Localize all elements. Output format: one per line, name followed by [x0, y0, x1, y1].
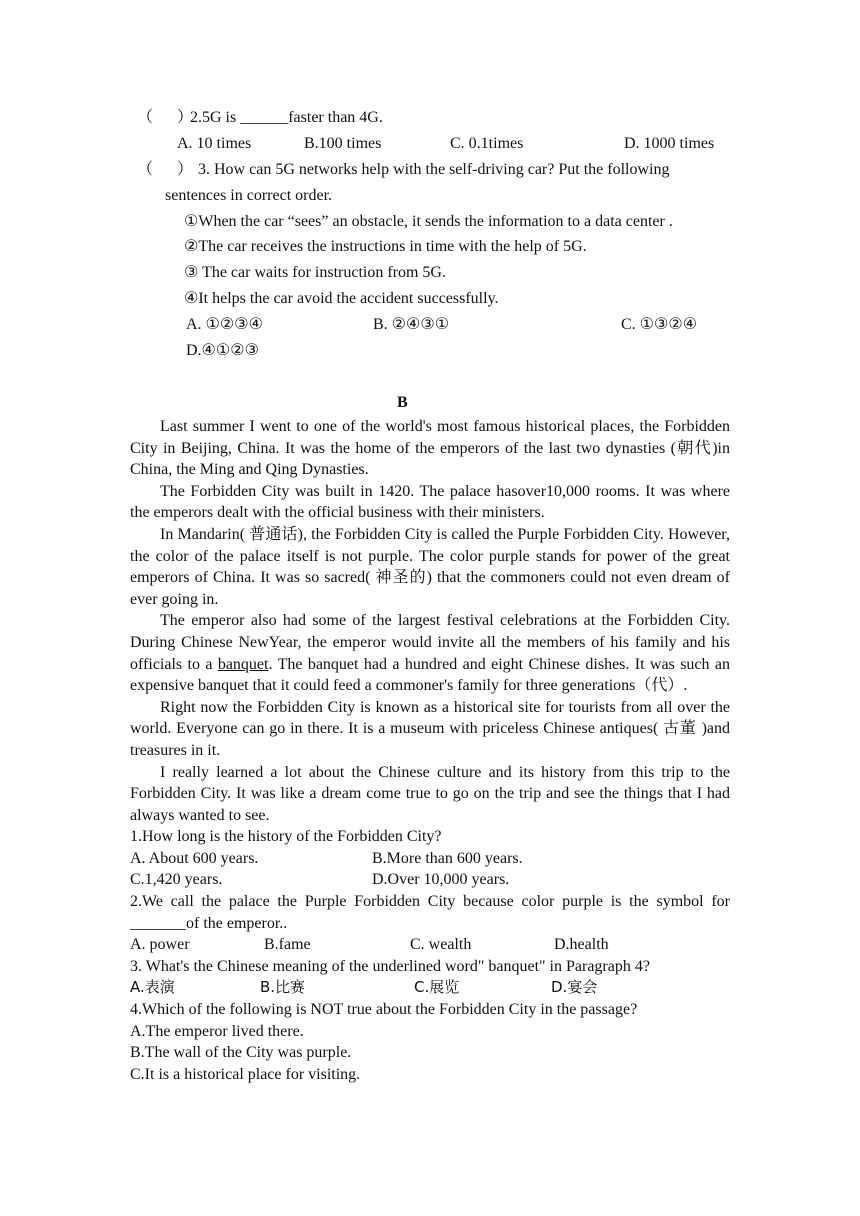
option-b: B.The wall of the City was purple.	[130, 1044, 352, 1062]
options-row	[130, 977, 730, 999]
question-stem: 4.Which of the following is NOT true about the Forbidden City in the passage?	[130, 1001, 638, 1019]
options-row	[130, 869, 730, 891]
passage-paragraph: The Forbidden City was built in 1420. The palace hasover10,000 rooms. It was where the emperors dealt with the official business with their ministers.	[130, 482, 730, 522]
option-c: C.展览	[414, 978, 460, 997]
option-d: D.Over 10,000 years.	[372, 871, 510, 889]
question-stem: 2.5G is ______faster than 4G.	[190, 109, 383, 126]
option-d: D.④①②③	[186, 342, 259, 359]
option-a: A.表演	[130, 978, 175, 997]
answer-bracket: （ ）	[137, 109, 194, 126]
passage-paragraph: Right now the Forbidden City is known as a historical site for tourists from all over the world. Everyone can go in there. It is a museum with priceless Chinese antiques( 古董 )and treasures in it.	[130, 698, 730, 759]
options-row	[130, 934, 730, 956]
option-c: C. wealth	[410, 936, 472, 954]
question-stem: 1.How long is the history of the Forbidden City?	[130, 828, 442, 846]
sentence-1: ①When the car “sees” an obstacle, it sends the information to a data center .	[184, 213, 673, 230]
section-title: B	[397, 394, 408, 411]
reading-passage	[130, 416, 730, 1085]
option-b: B.比赛	[260, 978, 306, 997]
sentence-4: ④It helps the car avoid the accident successfully.	[184, 290, 499, 307]
underlined-word: banquet	[217, 655, 269, 673]
option-c: C. ①③②④	[621, 316, 698, 333]
question-stem: 3. What's the Chinese meaning of the underlined word" banquet" in Paragraph 4?	[130, 957, 650, 975]
question-stem: 3. How can 5G networks help with the self-driving car? Put the following	[198, 161, 670, 178]
option-c: C.1,420 years.	[130, 871, 223, 889]
passage-paragraph: I really learned a lot about the Chinese culture and its history from this trip to the Forbidden City. It was like a dream come true to go on the trip and see the things that I had always wanted to see.	[130, 763, 730, 824]
option-c: C.It is a historical place for visiting.	[130, 1065, 361, 1083]
option-b: B.fame	[264, 936, 311, 954]
option-d: D.health	[554, 936, 609, 954]
option-a: A. 10 times	[177, 135, 252, 152]
option-a: A.The emperor lived there.	[130, 1022, 304, 1040]
sentence-2: ②The car receives the instructions in time with the help of 5G.	[184, 238, 587, 255]
option-a: A. power	[130, 936, 190, 954]
paragraph-text: The emperor also had some of the largest festival celebrations at the Forbidden City. During Chinese NewYear, the emperor would invite all the members of his family and his officials to a	[130, 612, 730, 673]
option-c: C. 0.1times	[450, 135, 524, 152]
options-row	[130, 848, 730, 870]
passage-paragraph: In Mandarin( 普通话), the Forbidden City is called the Purple Forbidden City. However, the color of the palace itself is not purple. The color purple stands for power of the great emperors of China. It was so sacred( 神圣的) that the commoners could not even dream of ever going in.	[130, 525, 730, 608]
answer-bracket: （ ）	[137, 161, 194, 178]
option-b: B. ②④③①	[373, 316, 450, 333]
sentence-3: ③ The car waits for instruction from 5G.	[184, 264, 446, 281]
option-d: D. 1000 times	[624, 135, 715, 152]
option-a: A. ①②③④	[186, 316, 263, 333]
option-d: D.宴会	[551, 978, 598, 997]
option-b: B.100 times	[304, 135, 382, 152]
option-a: A. About 600 years.	[130, 849, 259, 867]
passage-paragraph: Last summer I went to one of the world's most famous historical places, the Forbidden City in Beijing, China. It was the home of the emperors of the last two dynasties (朝代)in China, the Ming and Qing Dynasties.	[130, 418, 730, 479]
option-b: B.More than 600 years.	[372, 849, 523, 867]
question-stem: 2.We call the palace the Purple Forbidden City because color purple is the symbol for _______of the emperor..	[130, 893, 730, 932]
passage-paragraph-4	[130, 610, 730, 696]
question-stem-cont: sentences in correct order.	[165, 187, 333, 204]
paragraph-text: . The banquet had a hundred and eight Chinese dishes. It was such an expensive banquet that it could feed a commoner's family for three generations（代）.	[130, 655, 731, 695]
